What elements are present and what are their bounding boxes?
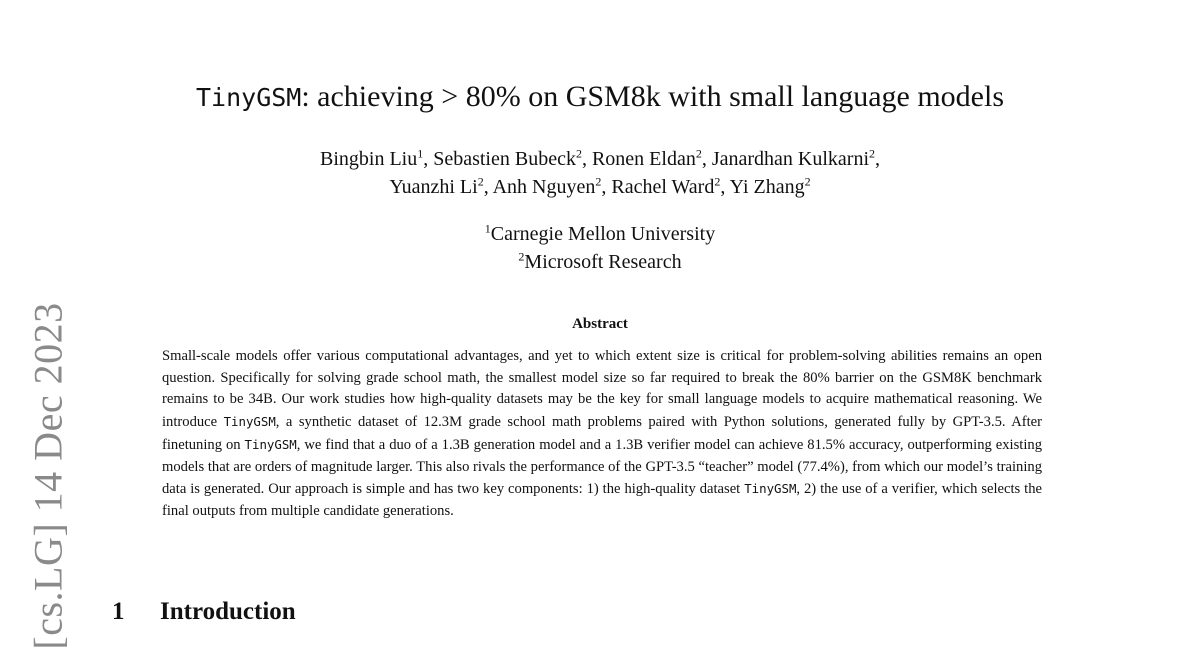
section-number: 1 — [112, 598, 125, 625]
affiliation-name: Carnegie Mellon University — [490, 223, 716, 245]
author-separator: , — [483, 176, 493, 198]
author-affiliation-mark: 2 — [477, 174, 484, 189]
author-affiliation-mark: 1 — [417, 146, 424, 161]
abstract-text: , a synthetic dataset of 12.3M grade school math problems paired with Python solutions, generated fully by GPT-3.5. After finetuning on — [162, 414, 1042, 453]
author-name: Rachel Ward — [611, 176, 715, 198]
author-name: Anh Nguyen — [492, 176, 596, 198]
author-separator: , — [581, 148, 592, 170]
author-affiliation-mark: 2 — [869, 146, 876, 161]
paper-title — [0, 80, 1200, 114]
affiliation-name: Microsoft Research — [524, 251, 682, 273]
affiliation-list — [0, 220, 1200, 276]
author-separator: , — [601, 176, 612, 198]
abstract-text: , we find that a duo of a 1.3B generation model and a 1.3B verifier model can achieve 81.5% accuracy, outperforming existing models that are orders of magnitude larger. This also rivals the performance of the GPT-3.5 “teacher” model (77.4%), from which our model’s training data is generated. Our approach is simple and has two key components: 1) the high-quality dataset — [162, 436, 1042, 498]
abstract-text: , 2) the use of a verifier, which selects the final outputs from multiple candidate generations. — [162, 481, 1042, 519]
abstract-dataset-name: TinyGSM — [744, 481, 797, 497]
author-separator: , — [875, 148, 881, 170]
section-heading — [112, 598, 296, 626]
abstract-dataset-name: TinyGSM — [223, 414, 276, 430]
author-name: Yuanzhi Li — [389, 176, 478, 198]
author-affiliation-mark: 2 — [595, 174, 602, 189]
abstract-heading: Abstract — [572, 316, 628, 332]
author-affiliation-mark: 2 — [575, 146, 582, 161]
author-name: Sebastien Bubeck — [433, 148, 576, 170]
author-affiliation-mark: 2 — [695, 146, 702, 161]
title-rest: : achieving > 80% on GSM8k with small language models — [301, 80, 1004, 113]
author-separator: , — [720, 176, 730, 198]
affiliation-mark: 2 — [518, 249, 525, 264]
author-name: Ronen Eldan — [591, 148, 696, 170]
author-name: Janardhan Kulkarni — [711, 148, 870, 170]
author-affiliation-mark: 2 — [804, 174, 811, 189]
abstract-text: Small-scale models offer various computational advantages, and yet to which extent size is critical for problem-solving abilities remains an open question. Specifically for solving grade school math, the smallest model size so far required to break the 80% barrier on the GSM8K benchmark remains to be 34B. Our work studies how high-quality datasets may be the key for small language models to acquire mathematical reasoning. We introduce — [162, 348, 1042, 431]
arxiv-side-stamp: [cs.LG] 14 Dec 2023 — [25, 302, 71, 650]
author-list — [0, 145, 1200, 201]
abstract-body — [162, 346, 1042, 523]
section-title: Introduction — [160, 598, 296, 625]
abstract-dataset-name: TinyGSM — [244, 436, 297, 452]
author-separator: , — [423, 148, 434, 170]
author-name: Yi Zhang — [729, 176, 805, 198]
author-separator: , — [701, 148, 712, 170]
author-name: Bingbin Liu — [319, 148, 418, 170]
title-mono-part: TinyGSM — [195, 83, 302, 112]
author-affiliation-mark: 2 — [714, 174, 721, 189]
affiliation-mark: 1 — [484, 221, 491, 236]
